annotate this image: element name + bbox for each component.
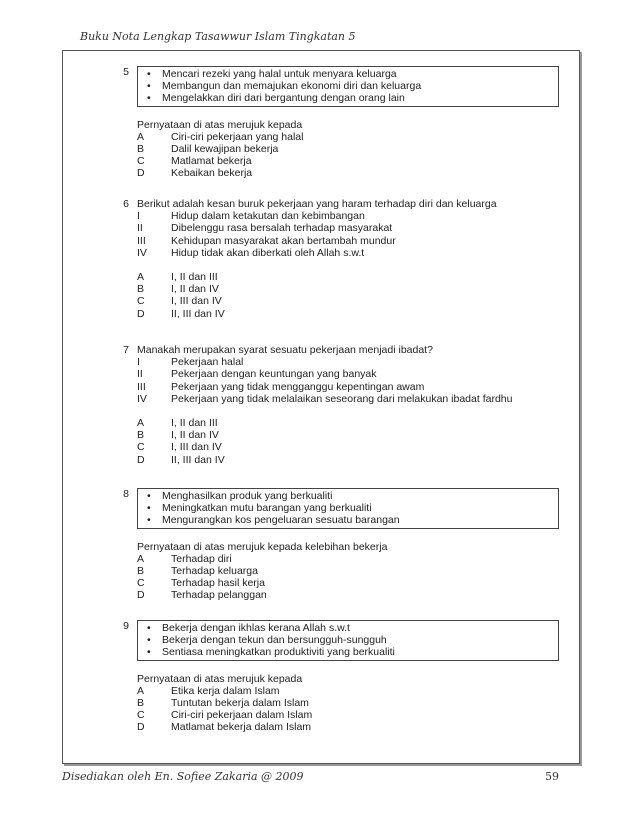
- option-b: B I, II dan IV: [137, 283, 219, 296]
- option-b: B Terhadap keluarga: [137, 565, 258, 578]
- option-c: C Matlamat bekerja: [137, 155, 252, 168]
- option-b: B Tuntutan bekerja dalam Islam: [137, 697, 309, 710]
- question-number: 6: [123, 198, 129, 210]
- bullet-item: • Mengelakkan diri dari bergantung dengan orang lain: [138, 92, 558, 104]
- option-b: B Dalil kewajipan bekerja: [137, 143, 279, 156]
- option-d: D II, III dan IV: [137, 453, 225, 466]
- bullet-item: • Menghasilkan produk yang berkualiti: [138, 490, 558, 502]
- statement-iii: III Pekerjaan yang tidak mengganggu kepentingan awam: [137, 380, 425, 393]
- option-c: C Ciri-ciri pekerjaan dalam Islam: [137, 709, 313, 722]
- option-a: A Terhadap diri: [137, 552, 232, 565]
- question-stem: Pernyataan di atas merujuk kepada: [137, 672, 303, 685]
- option-c: C I, III dan IV: [137, 295, 222, 308]
- statement-box: [137, 488, 559, 529]
- question-number: 9: [123, 620, 129, 632]
- statement-i: I Pekerjaan halal: [137, 356, 244, 369]
- page-header: Buku Nota Lengkap Tasawwur Islam Tingkatan 5: [80, 30, 356, 43]
- statement-iii: III Kehidupan masyarakat akan bertambah mundur: [137, 234, 396, 247]
- option-a: A Ciri-ciri pekerjaan yang halal: [137, 130, 304, 143]
- footer-credit: Disediakan oleh En. Sofiee Zakaria @ 2009: [62, 770, 304, 783]
- option-d: D II, III dan IV: [137, 307, 225, 320]
- statement-ii: II Dibelenggu rasa bersalah terhadap masyarakat: [137, 222, 393, 235]
- question-stem: Pernyataan di atas merujuk kepada kelebihan bekerja: [137, 540, 388, 553]
- option-b: B I, II dan IV: [137, 429, 219, 442]
- statement-i: I Hidup dalam ketakutan dan kebimbangan: [137, 210, 365, 223]
- statement-iv: IV Hidup tidak akan diberkati oleh Allah s.w.t: [137, 246, 365, 259]
- bullet-item: • Membangun dan memajukan ekonomi diri dan keluarga: [138, 80, 558, 92]
- question-stem: Berikut adalah kesan buruk pekerjaan yang haram terhadap diri dan keluarga: [137, 198, 497, 210]
- question-stem: Manakah merupakan syarat sesuatu pekerjaan menjadi ibadat?: [137, 344, 433, 356]
- bullet-item: • Mencari rezeki yang halal untuk menyara keluarga: [138, 68, 558, 80]
- bullet-item: • Bekerja dengan tekun dan bersungguh-sungguh: [138, 634, 558, 646]
- statement-box: [137, 66, 559, 107]
- option-d: D Terhadap pelanggan: [137, 589, 267, 602]
- option-a: A I, II dan III: [137, 417, 218, 430]
- bullet-item: • Mengurangkan kos pengeluaran sesuatu barangan: [138, 514, 558, 526]
- bullet-item: • Bekerja dengan ikhlas kerana Allah s.w.t: [138, 622, 558, 634]
- question-number: 5: [123, 66, 129, 78]
- option-a: A Etika kerja dalam Islam: [137, 684, 280, 697]
- statement-box: [137, 620, 559, 661]
- page-number: 59: [545, 770, 559, 783]
- statement-iv: IV Pekerjaan yang tidak melalaikan seseorang dari melakukan ibadat fardhu: [137, 392, 513, 405]
- bullet-item: • Sentiasa meningkatkan produktiviti yang berkualiti: [138, 646, 558, 658]
- option-d: D Matlamat bekerja dalam Islam: [137, 721, 312, 734]
- option-c: C Terhadap hasil kerja: [137, 577, 265, 590]
- option-c: C I, III dan IV: [137, 441, 222, 454]
- option-a: A I, II dan III: [137, 271, 218, 284]
- statement-ii: II Pekerjaan dengan keuntungan yang banyak: [137, 368, 377, 381]
- question-number: 7: [123, 344, 129, 356]
- bullet-item: • Meningkatkan mutu barangan yang berkualiti: [138, 502, 558, 514]
- content-frame: [62, 50, 580, 764]
- option-d: D Kebaikan bekerja: [137, 167, 253, 180]
- question-stem: Pernyataan di atas merujuk kepada: [137, 118, 303, 131]
- question-number: 8: [123, 488, 129, 500]
